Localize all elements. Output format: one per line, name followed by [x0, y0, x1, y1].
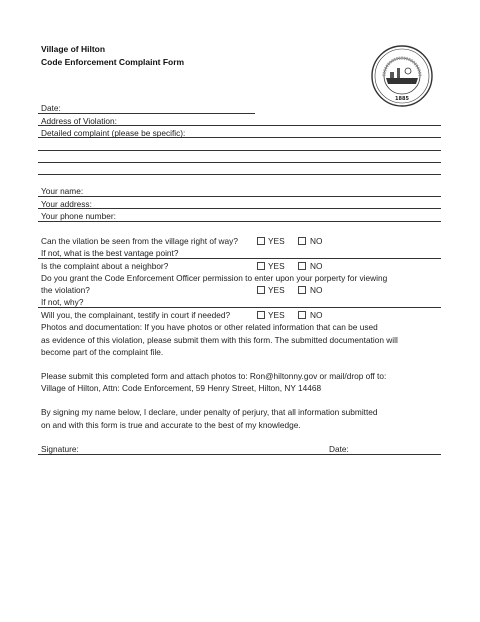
q2-yes-label: YES [268, 261, 285, 271]
complaint-line-3[interactable] [38, 162, 441, 163]
declaration-line-2: on and with this form is true and accurate to the best of my knowledge. [41, 420, 301, 430]
your-phone-label: Your phone number: [41, 211, 116, 221]
why-not-line[interactable] [38, 307, 441, 308]
your-name-line[interactable] [38, 196, 441, 197]
date-field-line[interactable] [38, 113, 255, 114]
signature-date-label: Date: [329, 444, 349, 454]
submit-text-line-1: Please submit this completed form and attach photos to: Ron@hiltonny.gov or mail/drop off to: [41, 371, 387, 381]
question-neighbor: Is the complaint about a neighbor? [41, 261, 169, 271]
form-title: Code Enforcement Complaint Form [41, 57, 185, 67]
q3-no-checkbox[interactable] [298, 286, 306, 294]
photos-text-line-2: as evidence of this violation, please submit them with this form. The submitted documentation will [41, 335, 398, 345]
q1-yes-label: YES [268, 236, 285, 246]
org-name: Village of Hilton [41, 44, 106, 54]
q4-yes-label: YES [268, 310, 285, 320]
submit-text-line-2: Village of Hilton, Attn: Code Enforcement, 59 Henry Street, Hilton, NY 14468 [41, 383, 322, 393]
date-label: Date: [41, 103, 61, 113]
q2-yes-checkbox[interactable] [257, 262, 265, 270]
your-phone-line[interactable] [38, 221, 441, 222]
q4-no-label: NO [310, 310, 323, 320]
q3-no-label: NO [310, 285, 323, 295]
q4-no-checkbox[interactable] [298, 311, 306, 319]
question-permission-line-2: the violation? [41, 285, 90, 295]
your-address-line[interactable] [38, 208, 441, 209]
q1-no-checkbox[interactable] [298, 237, 306, 245]
q3-yes-label: YES [268, 285, 285, 295]
question-testify: Will you, the complainant, testify in court if needed? [41, 310, 231, 320]
address-of-violation-line[interactable] [38, 125, 441, 126]
signature-label: Signature: [41, 444, 79, 454]
your-address-label: Your address: [41, 199, 92, 209]
q2-no-checkbox[interactable] [298, 262, 306, 270]
detailed-complaint-label: Detailed complaint (please be specific): [41, 128, 186, 138]
q3-yes-checkbox[interactable] [257, 286, 265, 294]
q1-yes-checkbox[interactable] [257, 237, 265, 245]
question-vantage-point: If not, what is the best vantage point? [41, 248, 179, 258]
complaint-line-2[interactable] [38, 150, 441, 151]
declaration-line-1: By signing my name below, I declare, under penalty of perjury, that all information submitted [41, 407, 378, 417]
village-seal-logo [370, 44, 434, 108]
complaint-line-1[interactable] [38, 137, 441, 138]
signature-line[interactable] [38, 454, 441, 455]
question-permission-line-1: Do you grant the Code Enforcement Officer permission to enter upon your porperty for viewing [41, 273, 388, 283]
complaint-line-4[interactable] [38, 174, 441, 175]
photos-text-line-1: Photos and documentation: If you have photos or other related information that can be used [41, 322, 378, 332]
vantage-point-line[interactable] [38, 258, 441, 259]
q2-no-label: NO [310, 261, 323, 271]
question-why-not: If not, why? [41, 297, 84, 307]
photos-text-line-3: become part of the complaint file. [41, 347, 164, 357]
q4-yes-checkbox[interactable] [257, 311, 265, 319]
q1-no-label: NO [310, 236, 323, 246]
question-visible-from-right-of-way: Can the vilation be seen from the village right of way? [41, 236, 238, 246]
address-of-violation-label: Address of Violation: [41, 116, 117, 126]
your-name-label: Your name: [41, 186, 84, 196]
svg-text:1885: 1885 [395, 96, 409, 102]
